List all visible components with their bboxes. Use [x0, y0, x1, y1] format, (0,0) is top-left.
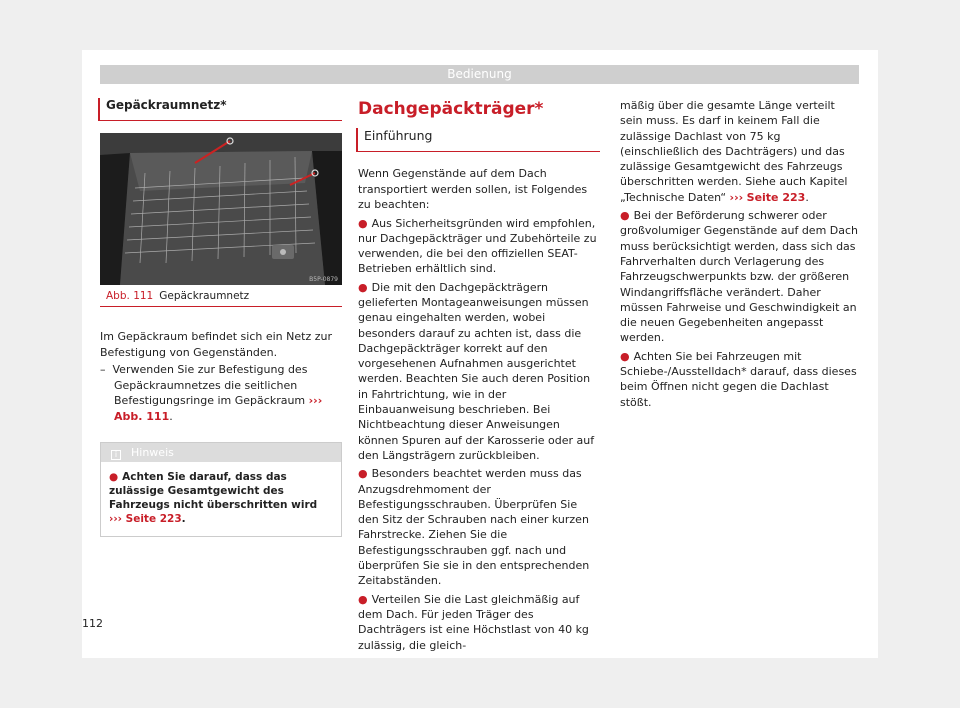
bullet-icon: ●	[620, 349, 630, 363]
list-item	[358, 280, 600, 464]
page-ref-link[interactable]: Seite 223	[746, 190, 806, 204]
list-item-text: Besonders beachtet werden muss das Anzugsdrehmoment der Befestigungsschrauben. Überprüfen Sie den Sitz der Schrauben nach einer kurzen Fahrstrecke. Ziehen Sie die Befestigungsschrauben ggf. nach und überprüfen Sie sie in den entsprechenden Zeitabständen.	[358, 467, 590, 588]
figure-number: Abb. 111	[106, 290, 154, 302]
note-box	[100, 442, 342, 537]
subsection-title: Einführung	[356, 128, 600, 152]
page-ref-link[interactable]: Seite 223	[125, 513, 182, 525]
list-item-text: Aus Sicherheitsgründen wird empfohlen, nur Dachgepäckträger und Zubehörteile zu verwenden, die bei den offiziellen SEAT-Betrieben erhältlich sind.	[358, 216, 597, 276]
list-item-text: Die mit den Dachgepäckträgern gelieferten Montageanweisungen müssen genau eingehalten werden, wobei besonders darauf zu achten ist, dass die Dachgepäckträger korrekt auf den vorgesehenen Aufnahmen ausgerichtet werden. Beachten Sie auch deren Position in Fahrtrichtung, wie in der Einbauanweisung beschrieben. Bei Nichtbeachtung dieser Anweisungen können Spuren auf der Karosserie oder auf den Längsträgern zurückbleiben.	[358, 280, 595, 462]
continued-text-end: .	[805, 190, 809, 204]
figure	[100, 133, 342, 307]
note-label: Hinweis	[131, 446, 174, 459]
continued-text-body: mäßig über die gesamte Länge verteilt sein muss. Es darf in keinem Fall die zulässige Dachlast von 75 kg (einschließlich des Dachträgers) und das zulässige Gesamtgewicht des Fahrzeugs überschritten werden. Siehe auch Kapitel „Technische Daten“	[620, 99, 848, 204]
luggage-net-illustration	[100, 133, 342, 285]
list-item	[358, 216, 600, 277]
step-end: .	[169, 409, 173, 423]
bullet-icon: ●	[109, 471, 119, 483]
chapter-title: Dachgepäckträger*	[358, 99, 544, 119]
continued-text	[620, 98, 860, 205]
note-text: Achten Sie darauf, dass das zulässige Gesamtgewicht des Fahrzeugs nicht überschritten wird	[109, 471, 318, 511]
bullet-icon: ●	[620, 209, 630, 223]
dash-marker: –	[100, 363, 106, 376]
section-title: Gepäckraumnetz*	[98, 98, 342, 121]
ref-arrow: ›››	[729, 190, 744, 204]
list-item	[620, 349, 860, 410]
list-item	[358, 466, 600, 588]
instruction-step	[100, 362, 342, 424]
note-arrow: ›››	[109, 513, 122, 525]
list-item	[620, 208, 860, 346]
bullet-icon: ●	[358, 467, 368, 481]
note-body	[101, 462, 341, 536]
info-icon: i	[111, 450, 121, 460]
note-end: .	[181, 513, 186, 525]
right-column	[620, 98, 860, 410]
intro-paragraph: Im Gepäckraum befindet sich ein Netz zur Befestigung von Gegenständen.	[100, 330, 332, 359]
figure-caption-text: Gepäckraumnetz	[159, 290, 250, 302]
bullet-icon: ●	[358, 592, 368, 606]
bullet-icon: ●	[358, 216, 368, 230]
note-header	[101, 443, 341, 462]
list-item-text: Verteilen Sie die Last gleichmäßig auf dem Dach. Für jeden Träger des Dachträgers ist eine Höchstlast von 40 kg zulässig, die gleich-	[358, 592, 589, 652]
page-number: 112	[82, 617, 103, 630]
figure-caption	[100, 285, 342, 307]
middle-column	[358, 98, 600, 653]
figure-ref-link[interactable]: Abb. 111	[114, 409, 170, 423]
list-item	[358, 592, 600, 653]
step-text: Verwenden Sie zur Befestigung des Gepäckraumnetzes die seitlichen Befestigungsringe im Gepäckraum	[112, 363, 309, 407]
page-header: Bedienung	[100, 65, 859, 84]
step-arrow: ›››	[308, 394, 323, 407]
list-item-text: Achten Sie bei Fahrzeugen mit Schiebe-/Ausstelldach* darauf, dass dieses beim Öffnen nicht gegen die Dachlast stößt.	[620, 349, 857, 409]
figure-code: B5P-0879	[309, 276, 338, 283]
left-column	[100, 98, 342, 537]
list-item-text: Bei der Beförderung schwerer oder großvolumiger Gegenstände auf dem Dach muss berücksichtigt werden, dass sich das Fahrverhalten durch Verlagerung des Fahrzeugschwerpunkts bzw. der größeren Windangriffsfläche verändert. Daher müssen Fahrweise und Geschwindigkeit an die neuen Gegebenheiten angepasst werden.	[620, 209, 859, 345]
bullet-icon: ●	[358, 280, 368, 294]
intro-text: Wenn Gegenstände auf dem Dach transportiert werden sollen, ist Folgendes zu beachten:	[358, 167, 588, 211]
